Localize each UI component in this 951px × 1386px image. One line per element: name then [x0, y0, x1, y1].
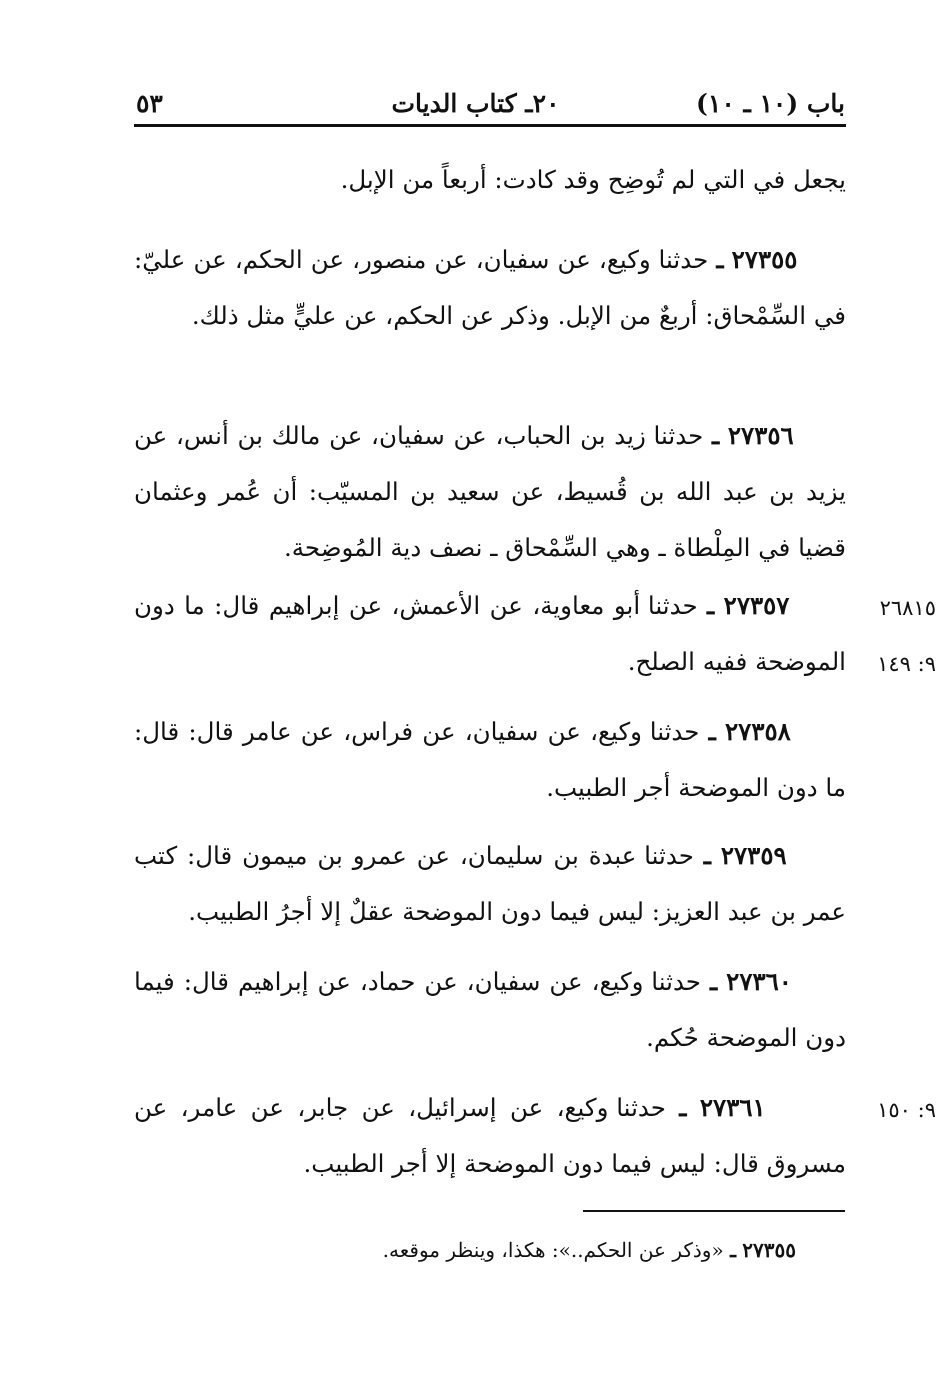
hadith-paragraph-27360	[134, 954, 846, 1066]
footnote	[300, 1232, 796, 1268]
hadith-paragraph-27358	[134, 704, 846, 816]
hadith-text: حدثنا وكيع، عن سفيان، عن فراس، عن عامر قال: قال: ما دون الموضحة أجر الطبيب.	[134, 717, 846, 802]
hadith-text: حدثنا وكيع، عن سفيان، عن حماد، عن إبراهيم قال: فيما دون الموضحة حُكم.	[134, 967, 846, 1052]
hadith-text: حدثنا عبدة بن سليمان، عن عمرو بن ميمون قال: كتب عمر بن عبد العزيز: ليس فيما دون الموضحة عقلٌ إلا أجرُ الطبيب.	[134, 841, 846, 926]
hadith-paragraph-27361	[134, 1080, 846, 1192]
hadith-paragraph-27359	[134, 828, 846, 940]
separator-dash: ـ	[708, 717, 716, 746]
separator-dash: ـ	[707, 591, 715, 620]
paragraph-continuation	[134, 152, 846, 208]
footnote-number: ٢٧٣٥٥	[742, 1238, 796, 1262]
hadith-number: ٢٧٣٥٨	[725, 717, 791, 746]
separator-dash: ـ	[679, 1093, 687, 1122]
hadith-number: ٢٧٣٦١	[699, 1093, 766, 1122]
hadith-text: حدثنا وكيع، عن سفيان، عن منصور، عن الحكم، عن عليّ: في السِّمْحاق: أربعٌ من الإبل. وذكر عن الحكم، عن عليٍّ مثل ذلك.	[134, 245, 846, 330]
separator-dash: ـ	[711, 421, 720, 450]
separator-dash: ـ	[716, 245, 724, 274]
hadith-number: ٢٧٣٥٧	[723, 591, 790, 620]
header-divider	[134, 124, 846, 127]
paragraph-text: يجعل في التي لم تُوضِح وقد كادت: أربعاً من الإبل.	[340, 165, 846, 194]
margin-reference: ٩: ١٤٩	[877, 652, 936, 676]
hadith-text: حدثنا زيد بن الحباب، عن سفيان، عن مالك بن أنس، عن يزيد بن عبد الله بن قُسيط، عن سعيد بن المسيّب: أن عُمر وعثمان قضيا في المِلْطاة ـ وهي السِّمْحاق ـ نصف دية المُوضِحة.	[134, 421, 846, 562]
page-number: ٥٣	[136, 89, 163, 118]
hadith-paragraph-27355	[134, 232, 846, 344]
hadith-number: ٢٧٣٦٠	[726, 967, 792, 996]
margin-reference: ٩: ١٥٠	[877, 1098, 936, 1122]
margin-reference: ٢٦٨١٥	[879, 596, 936, 620]
footnote-text: «وذكر عن الحكم..»: هكذا، وينظر موقعه.	[382, 1238, 724, 1262]
separator-dash: ـ	[709, 967, 718, 996]
hadith-text: حدثنا أبو معاوية، عن الأعمش، عن إبراهيم قال: ما دون الموضحة ففيه الصلح.	[134, 591, 846, 676]
hadith-paragraph-27356	[134, 408, 846, 576]
hadith-number: ٢٧٣٥٥	[731, 245, 798, 274]
separator-dash: ـ	[703, 841, 711, 870]
book-title: ٢٠ـ كتاب الديات	[391, 89, 560, 118]
hadith-paragraph-27357	[134, 578, 846, 690]
hadith-text: حدثنا وكيع، عن إسرائيل، عن جابر، عن عامر، عن مسروق قال: ليس فيما دون الموضحة إلا أجر الطبيب.	[134, 1093, 846, 1178]
hadith-number: ٢٧٣٥٩	[720, 841, 787, 870]
hadith-number: ٢٧٣٥٦	[727, 421, 794, 450]
chapter-reference: باب (١٠ ـ ١٠)	[696, 89, 845, 118]
footnote-divider	[583, 1210, 845, 1212]
separator-dash: ـ	[730, 1238, 736, 1262]
